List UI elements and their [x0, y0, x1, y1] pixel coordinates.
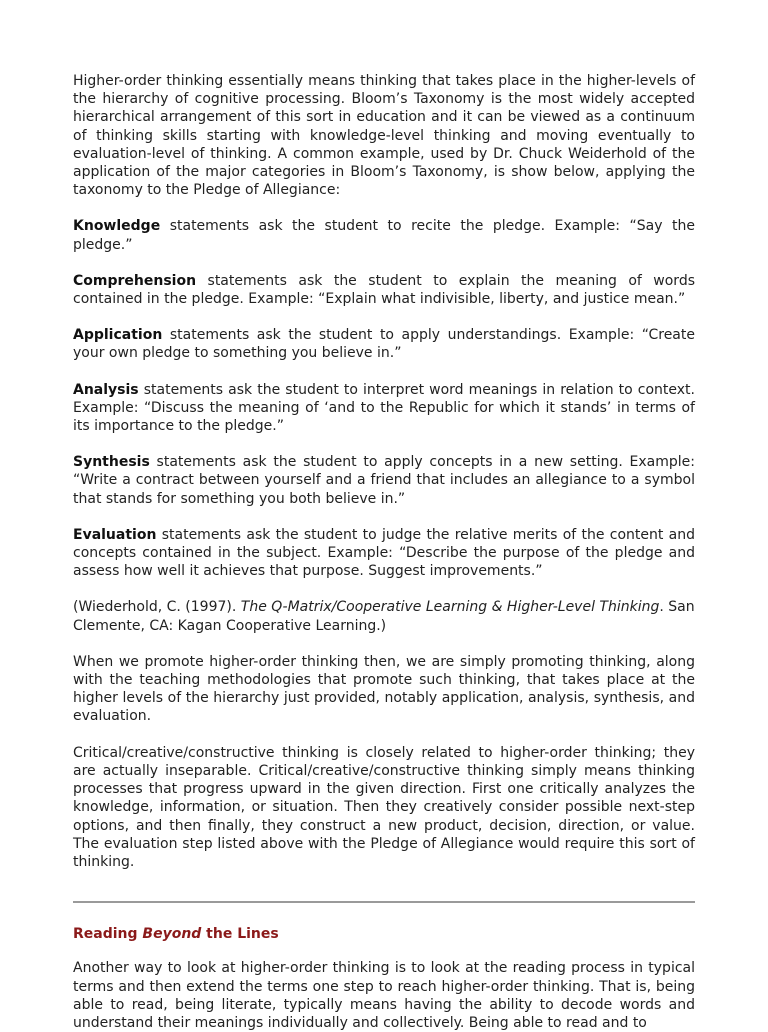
definition-knowledge — [73, 217, 695, 253]
section-heading-pre: Reading — [73, 926, 143, 943]
body-paragraph: Critical/creative/constructive thinking is closely related to higher-order thinking; they are actually inseparable. Critical/creative/constructive thinking simply means thinking processes that progress upward in the given direction. First one critically analyzes the knowledge, information, or situation. Then they creatively consider possible next-step options, and then finally, they construct a new product, decision, direction, or value. The evaluation step listed above with the Pledge of Allegiance would require this sort of thinking. — [73, 744, 695, 870]
citation — [73, 598, 695, 634]
term-analysis: Analysis — [73, 381, 139, 398]
definition-text: statements ask the student to judge the relative merits of the content and concepts contained in the subject. Example: “Describe the purpose of the pledge and assess how well it achieves that purpose. Suggest improvements.” — [73, 526, 695, 580]
definition-evaluation — [73, 526, 695, 581]
section-divider — [73, 901, 695, 903]
definition-application — [73, 326, 695, 362]
intro-paragraph: Higher-order thinking essentially means thinking that takes place in the higher-levels of the hierarchy of cognitive processing. Bloom’s Taxonomy is the most widely accepted hierarchical arrangement of this sort in education and it can be viewed as a continuum of thinking skills starting with knowledge-level thinking and moving eventually to evaluation-level of thinking. A common example, used by Dr. Chuck Weiderhold of the application of the major categories in Bloom’s Taxonomy, is show below, applying the taxonomy to the Pledge of Allegiance: — [73, 73, 695, 199]
term-synthesis: Synthesis — [73, 454, 150, 471]
citation-title: The Q-Matrix/Cooperative Learning & Higher-Level Thinking — [240, 599, 660, 616]
definition-comprehension — [73, 272, 695, 308]
definition-text: statements ask the student to apply understandings. Example: “Create your own pledge to something you believe in.” — [73, 327, 695, 362]
document-page — [73, 0, 695, 1032]
section-heading — [73, 925, 695, 943]
section-heading-em: Beyond — [142, 926, 202, 943]
term-application: Application — [73, 327, 163, 344]
definition-text: statements ask the student to apply concepts in a new setting. Example: “Write a contract between yourself and a friend that includes an allegiance to a symbol that stands for something you both believe in.” — [73, 454, 695, 507]
term-knowledge: Knowledge — [73, 218, 161, 235]
definition-synthesis — [73, 453, 695, 508]
body-paragraph: When we promote higher-order thinking then, we are simply promoting thinking, along with the teaching methodologies that promote such thinking, that takes place at the higher levels of the hierarchy just provided, notably application, analysis, synthesis, and evaluation. — [73, 653, 695, 725]
definition-text: statements ask the student to explain the meaning of words contained in the pledge. Example: “Explain what indivisible, liberty, and justice mean.” — [73, 272, 695, 308]
section-heading-post: the Lines — [201, 926, 279, 943]
definition-analysis — [73, 381, 695, 436]
definition-text: statements ask the student to interpret word meanings in relation to context. Example: “Discuss the meaning of ‘and to the Republic for which it stands’ in terms of its importance to the pledge.” — [73, 381, 695, 435]
section-paragraph: Another way to look at higher-order thinking is to look at the reading process in typical terms and then extend the terms one step to reach higher-order thinking. That is, being able to read, being literate, typically means having the ability to decode words and understand their meanings individually and collectively. Being able to read and to — [73, 960, 695, 1031]
term-evaluation: Evaluation — [73, 526, 157, 543]
definition-text: statements ask the student to recite the pledge. Example: “Say the pledge.” — [73, 218, 695, 253]
citation-suffix: . San Clemente, CA: Kagan Cooperative Learning.) — [73, 599, 695, 634]
term-comprehension: Comprehension — [73, 272, 197, 289]
citation-prefix: (Wiederhold, C. (1997). — [73, 599, 241, 616]
